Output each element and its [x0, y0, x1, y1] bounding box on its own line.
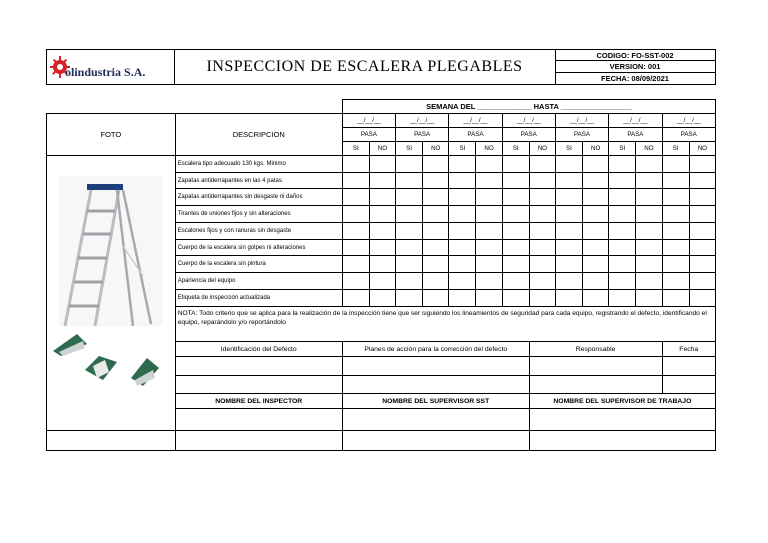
check-cell[interactable] — [689, 256, 715, 273]
check-cell[interactable] — [476, 273, 502, 290]
check-cell[interactable] — [662, 189, 689, 206]
check-cell[interactable] — [689, 289, 715, 306]
day-date-field[interactable]: __/__/__ — [502, 114, 555, 128]
check-cell[interactable] — [529, 172, 555, 189]
check-cell[interactable] — [583, 206, 609, 223]
check-cell[interactable] — [369, 222, 395, 239]
check-cell[interactable] — [369, 156, 395, 173]
no-header: NO — [689, 142, 715, 156]
check-cell[interactable] — [689, 273, 715, 290]
check-cell[interactable] — [609, 206, 636, 223]
supervisor-sst-header: NOMBRE DEL SUPERVISOR SST — [342, 394, 529, 409]
fecha-header: Fecha — [662, 342, 716, 357]
responsable-field[interactable] — [529, 375, 662, 393]
check-cell[interactable] — [636, 172, 662, 189]
item-description: Cuerpo de la escalera sin golpes ni alteraciones — [175, 239, 342, 256]
check-cell[interactable] — [476, 206, 502, 223]
check-cell[interactable] — [583, 222, 609, 239]
ladder-photo — [47, 156, 174, 428]
check-cell[interactable] — [609, 156, 636, 173]
check-cell[interactable] — [529, 206, 555, 223]
check-cell[interactable] — [396, 273, 423, 290]
check-cell[interactable] — [476, 156, 502, 173]
check-cell[interactable] — [555, 156, 582, 173]
form-date: FECHA: 08/09/2021 — [601, 73, 669, 83]
check-cell[interactable] — [396, 239, 423, 256]
pasa-header: PASA — [342, 128, 395, 142]
supervisor-trabajo-name-field[interactable] — [529, 431, 715, 451]
check-cell[interactable] — [369, 256, 395, 273]
check-cell[interactable] — [502, 273, 529, 290]
check-cell[interactable] — [476, 222, 502, 239]
action-plan-header: Planes de acción para la corrección del defecto — [342, 342, 529, 357]
action-plan-field[interactable] — [342, 357, 529, 375]
check-cell[interactable] — [555, 256, 582, 273]
check-cell[interactable] — [529, 289, 555, 306]
check-cell[interactable] — [449, 222, 476, 239]
check-cell[interactable] — [609, 273, 636, 290]
check-cell[interactable] — [502, 222, 529, 239]
check-cell[interactable] — [449, 289, 476, 306]
check-cell[interactable] — [476, 189, 502, 206]
check-cell[interactable] — [609, 172, 636, 189]
si-header: SI — [449, 142, 476, 156]
check-cell[interactable] — [555, 189, 582, 206]
check-cell[interactable] — [423, 206, 449, 223]
check-cell[interactable] — [369, 289, 395, 306]
check-cell[interactable] — [502, 172, 529, 189]
defect-id-field[interactable] — [175, 357, 342, 375]
check-cell[interactable] — [423, 172, 449, 189]
check-cell[interactable] — [636, 189, 662, 206]
check-cell[interactable] — [423, 273, 449, 290]
pasa-header: PASA — [609, 128, 662, 142]
form-code: CODIGO: FO-SST-002 — [555, 50, 715, 61]
check-cell[interactable] — [662, 206, 689, 223]
check-cell[interactable] — [423, 189, 449, 206]
check-cell[interactable] — [583, 256, 609, 273]
no-header: NO — [636, 142, 662, 156]
item-description: Escalera tipo adecuado 130 kgs. Minimo — [175, 156, 342, 173]
check-cell[interactable] — [689, 222, 715, 239]
check-cell[interactable] — [369, 206, 395, 223]
check-cell[interactable] — [583, 156, 609, 173]
foto-header: FOTO — [47, 114, 176, 156]
si-header: SI — [342, 142, 369, 156]
fecha-field[interactable] — [662, 357, 716, 375]
no-header: NO — [476, 142, 502, 156]
check-cell[interactable] — [662, 222, 689, 239]
check-cell[interactable] — [369, 172, 395, 189]
descripcion-header: DESCRIPCION — [175, 114, 342, 156]
check-cell[interactable] — [636, 289, 662, 306]
responsable-header: Responsable — [529, 342, 662, 357]
check-cell[interactable] — [423, 289, 449, 306]
check-cell[interactable] — [609, 239, 636, 256]
check-cell[interactable] — [636, 156, 662, 173]
fecha-field[interactable] — [662, 375, 716, 393]
check-cell[interactable] — [689, 172, 715, 189]
item-description: Cuerpo de la escalera sin pintura — [175, 256, 342, 273]
check-cell[interactable] — [342, 289, 369, 306]
check-cell[interactable] — [689, 189, 715, 206]
form-meta — [555, 50, 715, 84]
check-cell[interactable] — [502, 156, 529, 173]
check-cell[interactable] — [476, 289, 502, 306]
check-cell[interactable] — [555, 239, 582, 256]
check-cell[interactable] — [662, 172, 689, 189]
supervisor-sst-signature-field[interactable] — [342, 409, 529, 431]
check-cell[interactable] — [449, 172, 476, 189]
inspection-table — [46, 99, 716, 451]
item-description: Zapatas antiderrapantes sin desgaste ni daños — [175, 189, 342, 206]
check-cell[interactable] — [529, 189, 555, 206]
check-cell[interactable] — [342, 189, 369, 206]
item-description: Etiqueta de inspección actualizada — [175, 289, 342, 306]
ladder-shoes-image — [53, 334, 159, 386]
semana-field[interactable]: SEMANA DEL _____________ HASTA _________________ — [342, 100, 715, 114]
supervisor-sst-name-field[interactable] — [342, 431, 529, 451]
check-cell[interactable] — [662, 289, 689, 306]
company-logo — [47, 50, 174, 84]
check-cell[interactable] — [449, 206, 476, 223]
day-date-field[interactable]: __/__/__ — [449, 114, 502, 128]
si-header: SI — [662, 142, 689, 156]
check-cell[interactable] — [636, 206, 662, 223]
check-cell[interactable] — [609, 256, 636, 273]
check-cell[interactable] — [396, 222, 423, 239]
check-cell[interactable] — [423, 222, 449, 239]
supervisor-trabajo-signature-field[interactable] — [529, 409, 715, 431]
check-cell[interactable] — [529, 273, 555, 290]
logo-text: olindustria S.A. — [65, 65, 146, 79]
check-cell[interactable] — [502, 289, 529, 306]
check-cell[interactable] — [369, 239, 395, 256]
check-cell[interactable] — [529, 156, 555, 173]
ladder-image — [59, 176, 163, 326]
check-cell[interactable] — [502, 239, 529, 256]
check-cell[interactable] — [609, 289, 636, 306]
check-cell[interactable] — [583, 289, 609, 306]
check-cell[interactable] — [476, 239, 502, 256]
check-cell[interactable] — [662, 256, 689, 273]
check-cell[interactable] — [609, 222, 636, 239]
check-cell[interactable] — [342, 222, 369, 239]
item-description: Apariencia del equipo — [175, 273, 342, 290]
check-cell[interactable] — [636, 222, 662, 239]
check-cell[interactable] — [555, 289, 582, 306]
checklist-row — [47, 156, 716, 173]
check-cell[interactable] — [396, 189, 423, 206]
logo — [47, 50, 175, 84]
check-cell[interactable] — [423, 156, 449, 173]
inspector-name-field[interactable] — [175, 431, 342, 451]
check-cell[interactable] — [342, 256, 369, 273]
check-cell[interactable] — [529, 239, 555, 256]
check-cell[interactable] — [449, 189, 476, 206]
inspector-header: NOMBRE DEL INSPECTOR — [175, 394, 342, 409]
check-cell[interactable] — [555, 273, 582, 290]
pasa-header: PASA — [555, 128, 608, 142]
item-description: Zapatas antiderrapantes en las 4 patas — [175, 172, 342, 189]
pasa-header: PASA — [502, 128, 555, 142]
day-date-field[interactable]: __/__/__ — [662, 114, 716, 128]
si-header: SI — [502, 142, 529, 156]
check-cell[interactable] — [555, 206, 582, 223]
day-date-field[interactable]: __/__/__ — [555, 114, 608, 128]
pasa-header: PASA — [449, 128, 502, 142]
check-cell[interactable] — [502, 256, 529, 273]
check-cell[interactable] — [449, 256, 476, 273]
no-header: NO — [583, 142, 609, 156]
check-cell[interactable] — [583, 273, 609, 290]
no-header: NO — [423, 142, 449, 156]
defect-id-field[interactable] — [175, 375, 342, 393]
inspection-note: NOTA: Todo criterio que se aplica para la realización de la inspección tiene que ser siguiendo los lineamientos de seguridad para cada equipo, registrando el defecto, identificando el equipo, reparándolo y/o reportándolo — [175, 306, 715, 342]
check-cell[interactable] — [555, 172, 582, 189]
check-cell[interactable] — [609, 189, 636, 206]
document-header — [46, 49, 716, 85]
no-header: NO — [369, 142, 395, 156]
item-description: Tirantes de uniones fijos y sin alteraciones — [175, 206, 342, 223]
item-description: Escalones fijos y con ranuras sin desgaste — [175, 222, 342, 239]
check-cell[interactable] — [396, 172, 423, 189]
check-cell[interactable] — [636, 239, 662, 256]
check-cell[interactable] — [342, 239, 369, 256]
check-cell[interactable] — [662, 273, 689, 290]
check-cell[interactable] — [529, 256, 555, 273]
defect-id-header: Identificación del Defecto — [175, 342, 342, 357]
check-cell[interactable] — [636, 256, 662, 273]
si-header: SI — [609, 142, 636, 156]
check-cell[interactable] — [369, 189, 395, 206]
check-cell[interactable] — [342, 206, 369, 223]
check-cell[interactable] — [476, 172, 502, 189]
photo-cell — [47, 156, 176, 431]
check-cell[interactable] — [449, 156, 476, 173]
check-cell[interactable] — [396, 206, 423, 223]
check-cell[interactable] — [396, 289, 423, 306]
check-cell[interactable] — [396, 156, 423, 173]
check-cell[interactable] — [689, 206, 715, 223]
check-cell[interactable] — [423, 239, 449, 256]
check-cell[interactable] — [342, 156, 369, 173]
check-cell[interactable] — [583, 239, 609, 256]
check-cell[interactable] — [449, 239, 476, 256]
check-cell[interactable] — [396, 256, 423, 273]
check-cell[interactable] — [369, 273, 395, 290]
check-cell[interactable] — [636, 273, 662, 290]
form-version: VERSION: 001 — [555, 61, 715, 72]
action-plan-field[interactable] — [342, 375, 529, 393]
check-cell[interactable] — [449, 273, 476, 290]
responsable-field[interactable] — [529, 357, 662, 375]
inspector-signature-field[interactable] — [175, 409, 342, 431]
check-cell[interactable] — [689, 239, 715, 256]
no-header: NO — [529, 142, 555, 156]
check-cell[interactable] — [342, 273, 369, 290]
form-title: INSPECCION DE ESCALERA PLEGABLES — [174, 50, 556, 84]
check-cell[interactable] — [502, 189, 529, 206]
day-date-field[interactable]: __/__/__ — [342, 114, 395, 128]
check-cell[interactable] — [476, 256, 502, 273]
check-cell[interactable] — [529, 222, 555, 239]
check-cell[interactable] — [662, 239, 689, 256]
supervisor-trabajo-header: NOMBRE DEL SUPERVISOR DE TRABAJO — [529, 394, 715, 409]
check-cell[interactable] — [583, 189, 609, 206]
si-header: SI — [555, 142, 582, 156]
day-date-field[interactable]: __/__/__ — [396, 114, 449, 128]
pasa-header: PASA — [396, 128, 449, 142]
check-cell[interactable] — [689, 156, 715, 173]
check-cell[interactable] — [555, 222, 582, 239]
pasa-header: PASA — [662, 128, 716, 142]
si-header: SI — [396, 142, 423, 156]
check-cell[interactable] — [583, 172, 609, 189]
check-cell[interactable] — [423, 256, 449, 273]
check-cell[interactable] — [662, 156, 689, 173]
check-cell[interactable] — [502, 206, 529, 223]
check-cell[interactable] — [342, 172, 369, 189]
day-date-field[interactable]: __/__/__ — [609, 114, 662, 128]
